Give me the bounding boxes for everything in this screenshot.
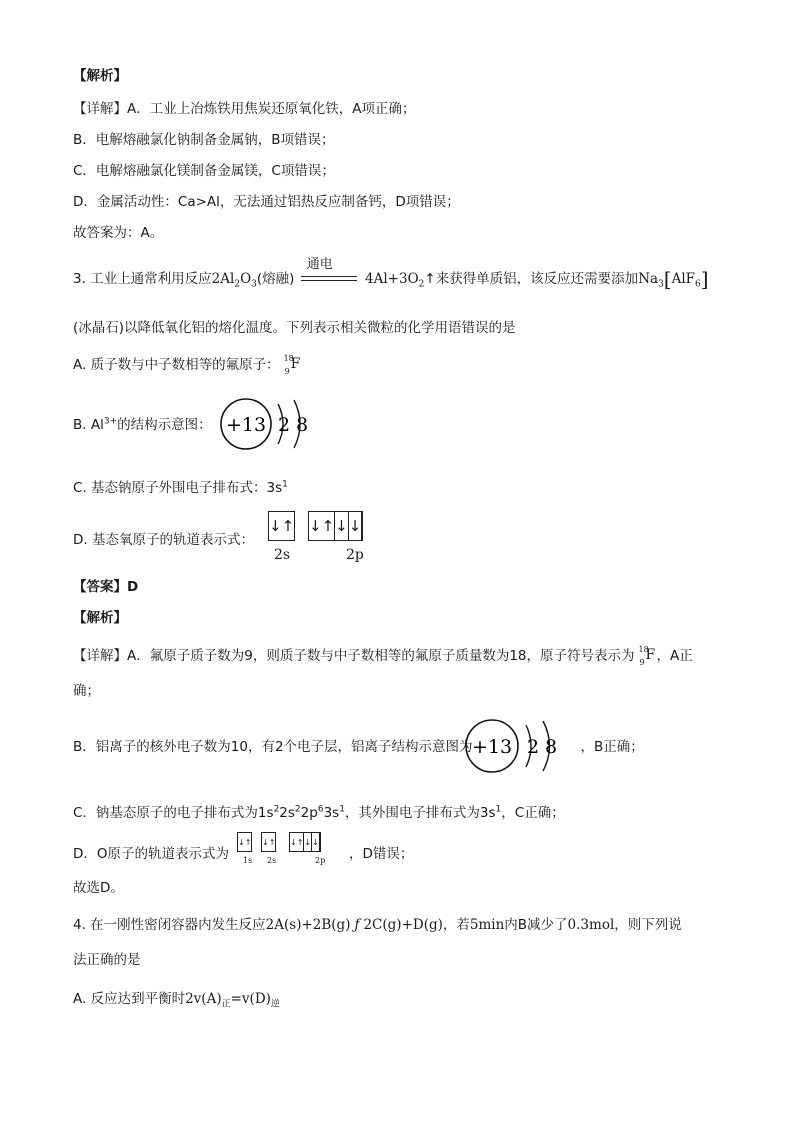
option-a: A. 质子数与中子数相等的氟原子： 18 9 F xyxy=(73,354,301,376)
shell-1-count: 2 xyxy=(277,414,291,436)
orbital-2p-boxes-small: ↓↑ ↓ ↓ xyxy=(289,832,321,852)
detail-1-c: C．电解熔融氯化镁制备金属镁，C项错误； xyxy=(73,163,335,179)
detail-1-b: B．电解熔融氯化钠制备金属钠，B项错误； xyxy=(73,132,335,148)
reaction-reactant: $2Al_2O_3$ xyxy=(211,271,257,290)
isotope-symbol: 18 9 F xyxy=(283,354,301,376)
shell-2-count: 8 xyxy=(295,414,309,436)
detail-1-end: 故答案为：A。 xyxy=(73,225,164,241)
detail-2-b: B．铝离子的核外电子数为10，有2个电子层，铝离子结构示意图为 ，B正确； xyxy=(73,739,644,755)
detail-1-a: 【详解】A．工业上冶炼铁用焦炭还原氧化铁，A项正确； xyxy=(73,101,416,117)
reaction-product: $4Al+3O_2$ xyxy=(365,271,425,290)
shell-2-count-inline: 8 xyxy=(544,736,558,758)
question-4-line-1: 4. 在一刚性密闭容器内发生反应2A(s)+2B(g) ƒ 2C(g)+D(g)，若5min内B减少了0.3mol，则下列说 xyxy=(73,917,682,933)
detail-2-c: C．钠基态原子的电子排布式为$1s^22s^22p^63s^1$，其外围电子排布式为$3s^1$，C正确； xyxy=(73,804,565,821)
orbital-1s-box-small: ↓↑ xyxy=(237,832,252,852)
answer-label: 【答案】D xyxy=(73,579,139,595)
question-4-option-a: A. 反应达到平衡时$2v(A)_正=v(D)_逆$ xyxy=(73,991,280,1010)
document-page: 【解析】 【详解】A．工业上冶炼铁用焦炭还原氧化铁，A项正确； B．电解熔融氯化钠制备金属钠，B项错误； C．电解熔融氯化镁制备金属镁，C项错误； D．金属活动性：Ca>Al，无法通过铝热反应制备钙，D项错误； 故答案为：A。 3. 工业上通常利用反应$2Al_2O_3$(熔融) 通电 $4Al+3O_2↑$来获得单质铝，该反应还需要添加$Na_3[AlF_6]$ (冰晶石)以降低氧化铝的熔化温度。下列表示相关微粒的化学用语错误的是 A. 质子数与中子数相等的氟原子： 18 9 F B. $Al^{3+}$的结构示意图： +13 2 8 C. 基态钠原子外围电子排布式：$3s^1$ D. 基态氧原子的轨道表示式： ↓↑ ↓↑ ↓ ↓ 2s 2p 【答案】D 【解析】 【详解】A．氟原子质子数为9，则质子数与中子数相等的氟原子质量数为18，原子符号表示为 18 9 F ，A正 确； B．铝离子的核外电子数为10，有2个电子层，铝离子结构示意图为 ，B正确； +13 2 8 C．钠基态原子的电子排布式为$1s^22s^22p^63s^1$，其外围电子排布式为$3s^1$，C正确； D．O原子的轨道表示式为 ，D错误； ↓↑ ↓↑ ↓↑ ↓ ↓ 1s 2s 2p 故选D。 4. 在一刚性密闭容器内发生反应2A(s)+2B(g) ƒ 2C(g)+D(g)，若5min内B减少了0.3mol，则下列说 法正确的是 A. 反应达到平衡时$2v(A)_正=v(D)_逆$ xyxy=(73,68,709,1010)
detail-2-end: 故选D。 xyxy=(73,880,124,896)
electrolysis-label: 通电 xyxy=(306,257,333,272)
nucleus-charge-inline: +13 xyxy=(471,736,513,758)
question-4-line-2: 法正确的是 xyxy=(73,952,141,968)
option-d: D. 基态氧原子的轨道表示式： xyxy=(73,532,254,548)
option-c: C. 基态钠原子外围电子排布式：$3s^1$ xyxy=(73,479,288,496)
question-3-line-1: 3. 工业上通常利用反应$2Al_2O_3$(熔融) 通电 $4Al+3O_2↑$来获得单质铝，该反应还需要添加$Na_3[AlF_6]$ xyxy=(73,257,709,291)
detail-2-a-line-2: 确； xyxy=(73,683,100,699)
detail-2-a-line-1: 【详解】A．氟原子质子数为9，则质子数与中子数相等的氟原子质量数为18，原子符号表示为 18 9 F ，A正 xyxy=(73,645,693,667)
orbital-label-2s: 2s xyxy=(274,547,291,563)
orbital-2s-box: ↓↑ xyxy=(268,511,295,541)
option-b: B. $Al^{3+}$的结构示意图： xyxy=(73,416,212,433)
question-3-line-2: (冰晶石)以降低氧化铝的熔化温度。下列表示相关微粒的化学用语错误的是 xyxy=(73,320,516,336)
nucleus-charge: +13 xyxy=(225,414,267,436)
gas-up-arrow: ↑ xyxy=(424,271,436,287)
analysis-heading-1: 【解析】 xyxy=(73,68,127,84)
electrolysis-arrow xyxy=(299,257,361,288)
cryolite-formula: $Na_3[AlF_6]$ xyxy=(638,267,709,291)
orbital-label-2p: 2p xyxy=(346,547,364,563)
orbital-2p-boxes: ↓↑ ↓ ↓ xyxy=(308,511,363,541)
al-ion-structure-diagram-inline xyxy=(464,716,574,776)
shell-1-count-inline: 2 xyxy=(526,736,540,758)
orbital-2s-box-small: ↓↑ xyxy=(261,832,276,852)
al-ion-structure-diagram xyxy=(218,396,318,454)
isotope-symbol-inline: 18 9 F xyxy=(638,645,656,667)
detail-1-d: D．金属活动性：Ca>Al，无法通过铝热反应制备钙，D项错误； xyxy=(73,194,460,210)
analysis-heading-2: 【解析】 xyxy=(73,610,127,626)
detail-2-d: D．O原子的轨道表示式为 ，D错误； xyxy=(73,846,414,862)
equilibrium-glyph: ƒ xyxy=(354,917,360,933)
